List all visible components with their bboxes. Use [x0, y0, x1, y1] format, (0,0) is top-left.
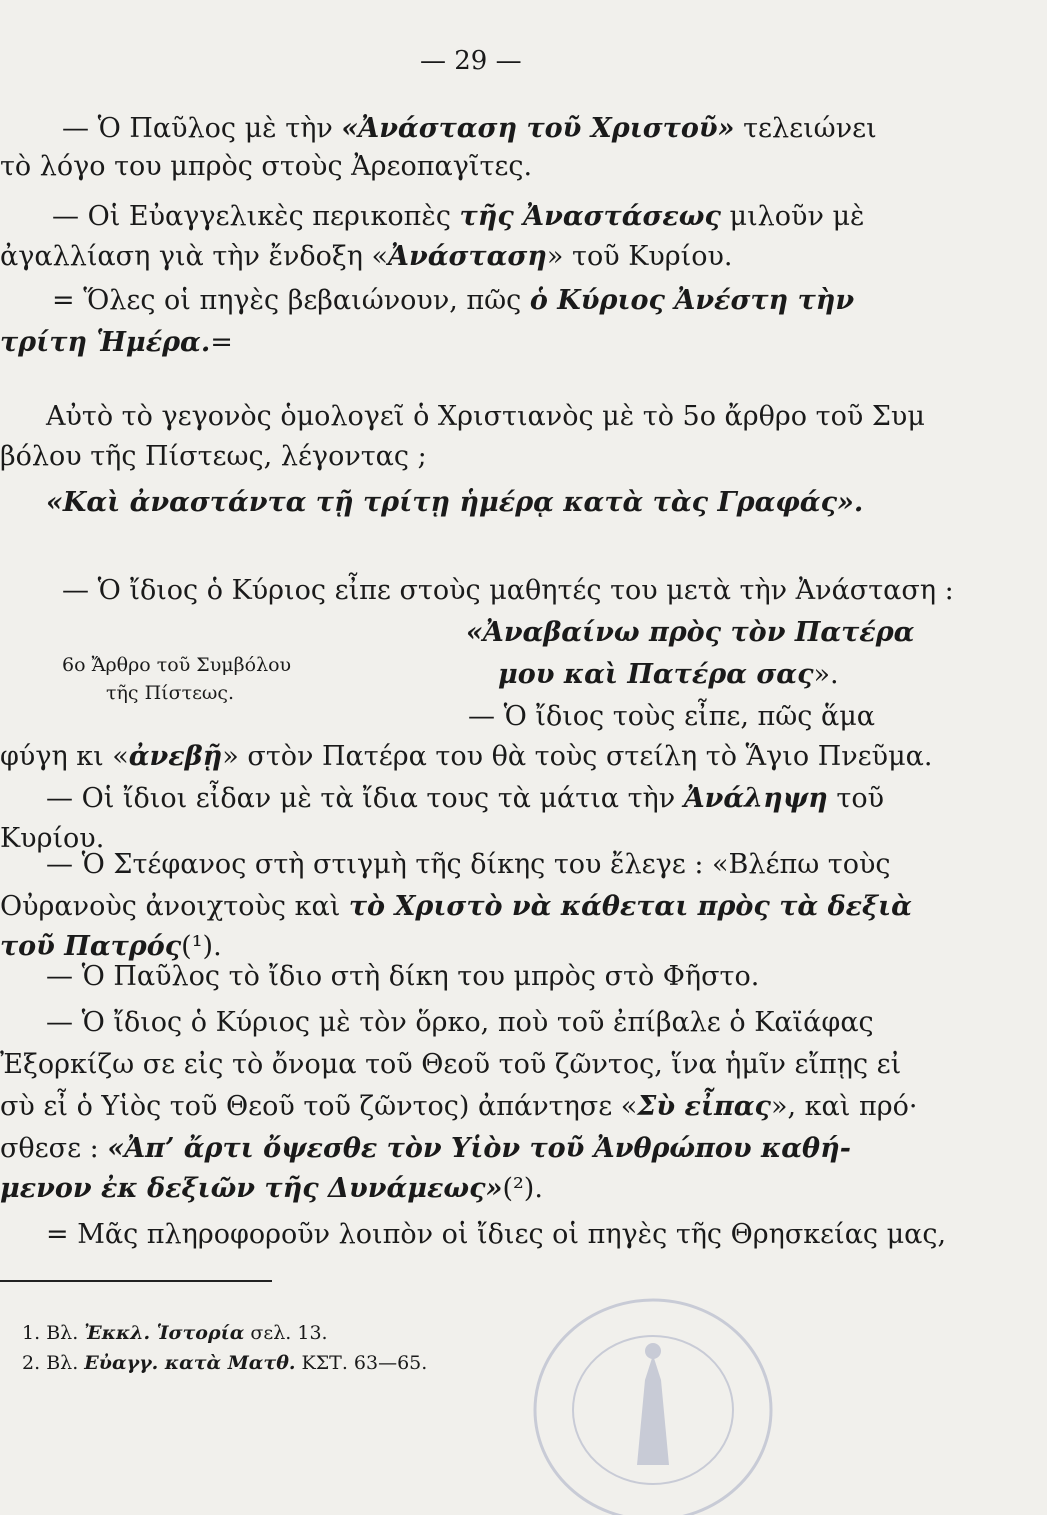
- text-line: σὺ εἶ ὁ Υἱὸς τοῦ Θεοῦ τοῦ ζῶντος) ἀπάντησε «Σὺ εἶπας», καὶ πρό·: [0, 1091, 918, 1122]
- text-line: = Ὅλες οἱ πηγὲς βεβαιώνουν, πῶς ὁ Κύριος Ἀνέστη τὴν: [52, 285, 855, 316]
- text-line: — Οἱ ἴδιοι εἶδαν μὲ τὰ ἴδια τους τὰ μάτια τὴν Ἀνάληψη τοῦ: [46, 783, 884, 814]
- text-line: — Ὁ Στέφανος στὴ στιγμὴ τῆς δίκης του ἔλεγε : «Βλέπω τοὺς: [46, 849, 891, 880]
- text-line: Ἐξορκίζω σε εἰς τὸ ὄνομα τοῦ Θεοῦ τοῦ ζῶντος, ἵνα ἡμῖν εἴπῃς εἰ: [0, 1049, 902, 1080]
- footnote-rule: [0, 1280, 272, 1282]
- text-line: μου καὶ Πατέρα σας».: [498, 659, 839, 690]
- text-line: «Ἀναβαίνω πρὸς τὸν Πατέρα: [466, 617, 915, 648]
- text-line: Κυρίου.: [0, 823, 105, 854]
- text-line: «Καὶ ἀναστάντα τῇ τρίτῃ ἡμέρᾳ κατὰ τὰς Γραφάς».: [46, 487, 864, 518]
- text-line: — Οἱ Εὐαγγελικὲς περικοπὲς τῆς Ἀναστάσεως μιλοῦν μὲ: [52, 201, 865, 232]
- footnote: 1. Βλ. Ἐκκλ. Ἱστορία σελ. 13.: [22, 1322, 328, 1344]
- text-line: τὸ λόγο του μπρὸς στοὺς Ἀρεοπαγῖτες.: [0, 151, 533, 182]
- text-line: μενον ἐκ δεξιῶν τῆς Δυνάμεως»(²).: [0, 1173, 543, 1204]
- text-line: — Ὁ ἴδιος ὁ Κύριος μὲ τὸν ὅρκο, ποὺ τοῦ ἐπίβαλε ὁ Καϊάφας: [46, 1007, 874, 1038]
- text-line: Οὐρανοὺς ἀνοιχτοὺς καὶ τὸ Χριστὸ νὰ κάθεται πρὸς τὰ δεξιὰ: [0, 891, 912, 922]
- text-line: ἀγαλλίαση γιὰ τὴν ἔνδοξη «Ἀνάσταση» τοῦ Κυρίου.: [0, 241, 733, 272]
- margin-note: 6ο Ἄρθρο τοῦ Συμβόλου: [62, 654, 292, 676]
- page-number: — 29 —: [420, 46, 522, 76]
- library-stamp-icon: [525, 1285, 780, 1515]
- text-line: Αὐτὸ τὸ γεγονὸς ὁμολογεῖ ὁ Χριστιανὸς μὲ τὸ 5ο ἄρθρο τοῦ Συμ: [46, 401, 925, 432]
- footnote: 2. Βλ. Εὐαγγ. κατὰ Ματθ. ΚΣΤ. 63—65.: [22, 1352, 428, 1374]
- text-line: φύγη κι «ἀνεβῇ» στὸν Πατέρα του θὰ τοὺς στείλη τὸ Ἅγιο Πνεῦμα.: [0, 741, 933, 772]
- text-line: βόλου τῆς Πίστεως, λέγοντας ;: [0, 441, 427, 472]
- margin-note: τῆς Πίστεως.: [106, 682, 235, 704]
- text-line: τοῦ Πατρός(¹).: [0, 931, 222, 962]
- text-line: — Ὁ Παῦλος τὸ ἴδιο στὴ δίκη του μπρὸς στὸ Φῆστο.: [46, 961, 760, 992]
- text-line: τρίτη Ἡμέρα.=: [0, 327, 233, 358]
- text-line: — Ὁ Παῦλος μὲ τὴν «Ἀνάσταση τοῦ Χριστοῦ» τελειώνει: [62, 113, 877, 144]
- text-line: — Ὁ ἴδιος ὁ Κύριος εἶπε στοὺς μαθητές του μετὰ τὴν Ἀνάσταση :: [62, 575, 954, 606]
- text-line: — Ὁ ἴδιος τοὺς εἶπε, πῶς ἅμα: [468, 701, 876, 732]
- text-line: = Μᾶς πληροφοροῦν λοιπὸν οἱ ἴδιες οἱ πηγὲς τῆς Θρησκείας μας,: [46, 1219, 947, 1250]
- text-line: σθεσε : «Ἀπ’ ἄρτι ὄψεσθε τὸν Υἱὸν τοῦ Ἀνθρώπου καθή-: [0, 1133, 851, 1164]
